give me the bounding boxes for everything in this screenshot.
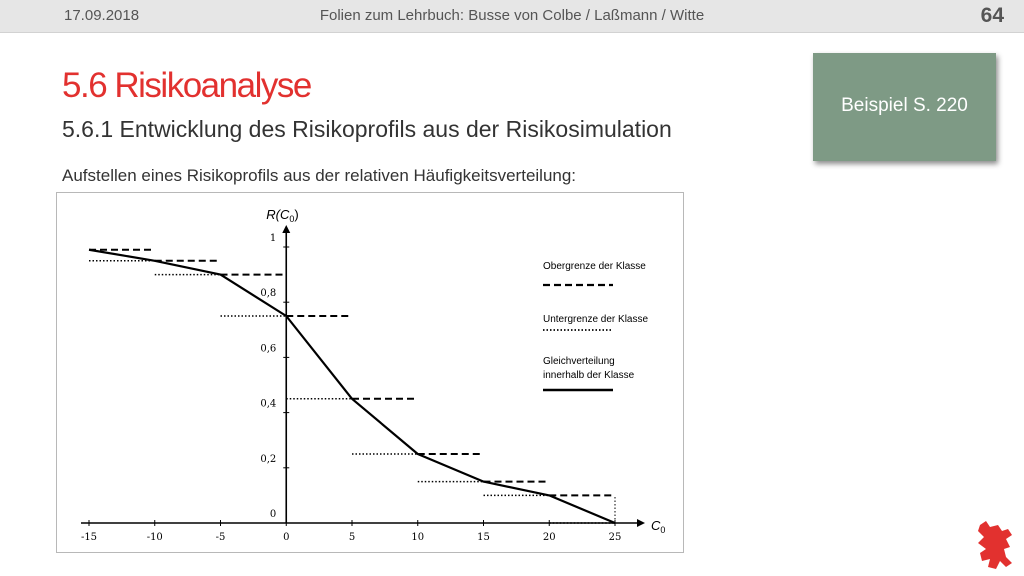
y-axis-arrow: [282, 225, 290, 233]
chart-marks: [89, 250, 615, 523]
x-tick-label: -10: [146, 532, 163, 543]
legend-label-uniform-line1: Gleichverteilung: [543, 356, 615, 367]
risk-profile-chart: [57, 193, 683, 552]
slide-date: 17.09.2018: [64, 7, 140, 24]
slide-body-text: Aufstellen eines Risikoprofils aus der relativen Häufigkeitsverteilung:: [62, 166, 577, 185]
y-axis-label: $R(C_0)$: [266, 207, 299, 224]
example-box: [813, 53, 996, 161]
chart-frame: [56, 192, 684, 553]
x-axis-arrow: [637, 519, 645, 527]
slide-title: 5.6 Risikoanalyse: [62, 66, 311, 105]
x-tick-label: 20: [542, 532, 556, 543]
slide-subtitle: 5.6.1 Entwicklung des Risikoprofils aus der Risikosimulation: [62, 116, 672, 142]
slide-footer-text: Folien zum Lehrbuch: Busse von Colbe / Laßmann / Witte: [319, 7, 705, 24]
y-tick-label: 0: [269, 509, 277, 520]
x-tick-label: 10: [411, 532, 425, 543]
legend-label-lower: Untergrenze der Klasse: [543, 314, 649, 325]
x-tick-label: 5: [348, 532, 356, 543]
x-tick-label: -5: [215, 532, 226, 543]
y-tick-label: 0,6: [260, 343, 277, 355]
x-tick-label: 15: [477, 532, 490, 543]
y-tick-label: 0,2: [260, 453, 277, 465]
example-box-label: Beispiel S. 220: [841, 95, 968, 116]
x-axis-label: $C_0$: [651, 518, 666, 535]
y-tick-label: 0,4: [260, 398, 277, 410]
x-tick-label: 0: [283, 532, 290, 543]
x-tick-label: -15: [80, 532, 98, 543]
bear-logo-icon: [972, 519, 1018, 571]
legend-label-upper: Obergrenze der Klasse: [543, 261, 646, 272]
legend-label-uniform-line2: innerhalb der Klasse: [543, 370, 635, 381]
x-tick-label: 25: [608, 532, 622, 543]
chart-legend: [543, 261, 648, 390]
y-tick-label: 0,8: [260, 288, 277, 300]
y-tick-label: 1: [269, 233, 277, 244]
uniform-distribution-line: [89, 250, 615, 523]
page-number: 64: [980, 4, 1004, 27]
slide-header: [0, 0, 1024, 33]
